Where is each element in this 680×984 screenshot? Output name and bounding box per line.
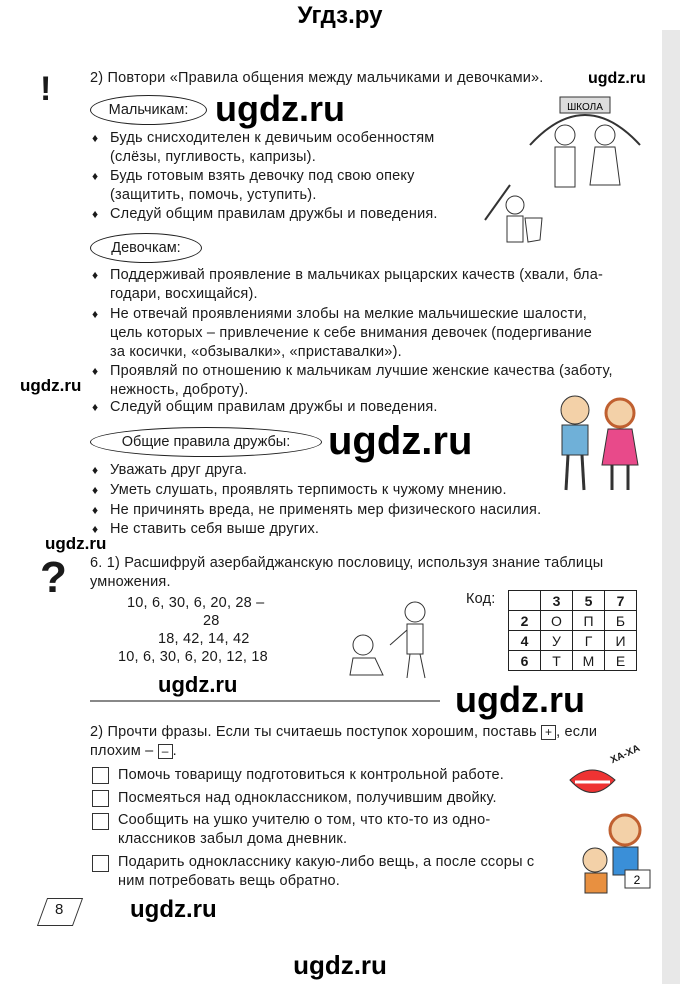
- answer-checkbox[interactable]: [92, 767, 109, 784]
- diamond-icon: ♦: [92, 522, 99, 536]
- watermark-footer: ugdz.ru: [293, 950, 387, 980]
- rule-text: (слёзы, пугливость, капризы).: [110, 149, 316, 165]
- divider: [90, 700, 440, 702]
- laughing-mouth-illustration: [565, 765, 620, 800]
- rule-text: за косички, «обзывалки», «приставалки»).: [110, 344, 402, 360]
- task6-title: 6. 1) Расшифруй азербайджанскую пословицу, используя знание таблицы: [90, 555, 604, 571]
- watermark: ugdz.ru: [130, 896, 217, 923]
- diamond-icon: ♦: [92, 268, 99, 282]
- task6-title-cont: умножения.: [90, 574, 171, 590]
- rule-text: Следуй общим правилам дружбы и поведения.: [110, 206, 438, 222]
- question-mark-icon: ?: [40, 553, 67, 602]
- watermark: ugdz.ru: [45, 534, 107, 553]
- girls-label: Девочкам:: [90, 233, 202, 263]
- cipher-line: 28: [203, 613, 220, 629]
- exclamation-icon: !: [40, 70, 52, 108]
- rule-text: Не ставить себя выше других.: [110, 521, 320, 537]
- rule-text: Поддерживай проявление в мальчиках рыцарских качеств (хвали, бла-: [110, 267, 603, 283]
- diamond-icon: ♦: [92, 400, 99, 414]
- answer-checkbox[interactable]: [92, 855, 109, 872]
- knight-boy-illustration: [480, 180, 550, 260]
- task2-title: 2) Повтори «Правила общения между мальчиками и девочками».: [90, 70, 544, 86]
- watermark: ugdz.ru: [20, 376, 82, 395]
- rule-text: Следуй общим правилам дружбы и поведения.: [110, 399, 438, 415]
- statement-text: Посмеяться над одноклассником, получившим двойку.: [118, 790, 497, 806]
- general-label: Общие правила дружбы:: [90, 427, 322, 457]
- diamond-icon: ♦: [92, 307, 99, 321]
- two-boys-illustration: [345, 600, 440, 680]
- statement-text: ним потребовать вещь обратно.: [118, 873, 341, 889]
- site-title: Угдз.ру: [297, 2, 383, 29]
- rule-text: Проявляй по отношению к мальчикам лучшие женские качества (заботу,: [110, 363, 613, 379]
- statement-text: Сообщить на ушко учителю о том, что кто-то из одно-: [118, 812, 491, 828]
- rule-text: годари, восхищайся).: [110, 286, 258, 302]
- friends-illustration: [540, 385, 650, 495]
- diamond-icon: ♦: [92, 463, 99, 477]
- answer-checkbox[interactable]: [92, 790, 109, 807]
- watermark: ugdz.ru: [588, 70, 646, 87]
- laugh-text: ХА-ХА: [608, 742, 642, 767]
- diamond-icon: ♦: [92, 483, 99, 497]
- cipher-line: 10, 6, 30, 6, 20, 12, 18: [118, 649, 268, 665]
- svg-text:2: 2: [633, 873, 641, 887]
- watermark: ugdz.ru: [215, 88, 345, 129]
- statement-text: классников забыл дома дневник.: [118, 831, 348, 847]
- watermark: ugdz.ru: [328, 419, 473, 463]
- rule-text: Будь снисходителен к девичьим особенностям: [110, 130, 435, 146]
- task6-2-line2: плохим – – .: [90, 743, 177, 759]
- rule-text: Не отвечай проявлениями злобы на мелкие мальчишеские шалости,: [110, 306, 587, 322]
- boys-label: Мальчикам:: [90, 95, 207, 125]
- watermark: ugdz.ru: [455, 679, 585, 720]
- minus-box-icon: –: [158, 744, 173, 759]
- answer-checkbox[interactable]: [92, 813, 109, 830]
- diamond-icon: ♦: [92, 364, 99, 378]
- rule-text: цель которых – привлечение к себе внимания девочек (подергивание: [110, 325, 593, 341]
- page-number: 8: [55, 901, 64, 918]
- statement-text: Помочь товарищу подготовиться к контрольной работе.: [118, 767, 505, 783]
- diamond-icon: ♦: [92, 207, 99, 221]
- diamond-icon: ♦: [92, 169, 99, 183]
- cipher-line: 18, 42, 14, 42: [158, 631, 250, 647]
- statement-text: Подарить однокласснику какую-либо вещь, а после ссоры с: [118, 854, 535, 870]
- diamond-icon: ♦: [92, 131, 99, 145]
- diamond-icon: ♦: [92, 503, 99, 517]
- rule-text: Уметь слушать, проявлять терпимость к чужому мнению.: [110, 482, 507, 498]
- scan-edge: [662, 30, 680, 984]
- watermark: ugdz.ru: [158, 672, 238, 697]
- rule-text: Уважать друг друга.: [110, 462, 248, 478]
- code-table: 3 5 7 2 О П Б 4 У Г И 6 Т М Е: [508, 590, 637, 671]
- task6-2-line1: 2) Прочти фразы. Если ты считаешь поступок хорошим, поставь + , если: [90, 724, 598, 740]
- laughing-kids-illustration: [575, 805, 655, 895]
- code-label: Код:: [466, 591, 496, 607]
- rule-text: нежность, доброту).: [110, 382, 249, 398]
- rule-text: (защитить, помочь, уступить).: [110, 187, 317, 203]
- cipher-line: 10, 6, 30, 6, 20, 28 –: [127, 595, 265, 611]
- rule-text: Будь готовым взять девочку под свою опеку: [110, 168, 415, 184]
- plus-box-icon: +: [541, 725, 556, 740]
- banner-text: ШКОЛА: [567, 102, 603, 113]
- rule-text: Не причинять вреда, не применять мер физического насилия.: [110, 502, 542, 518]
